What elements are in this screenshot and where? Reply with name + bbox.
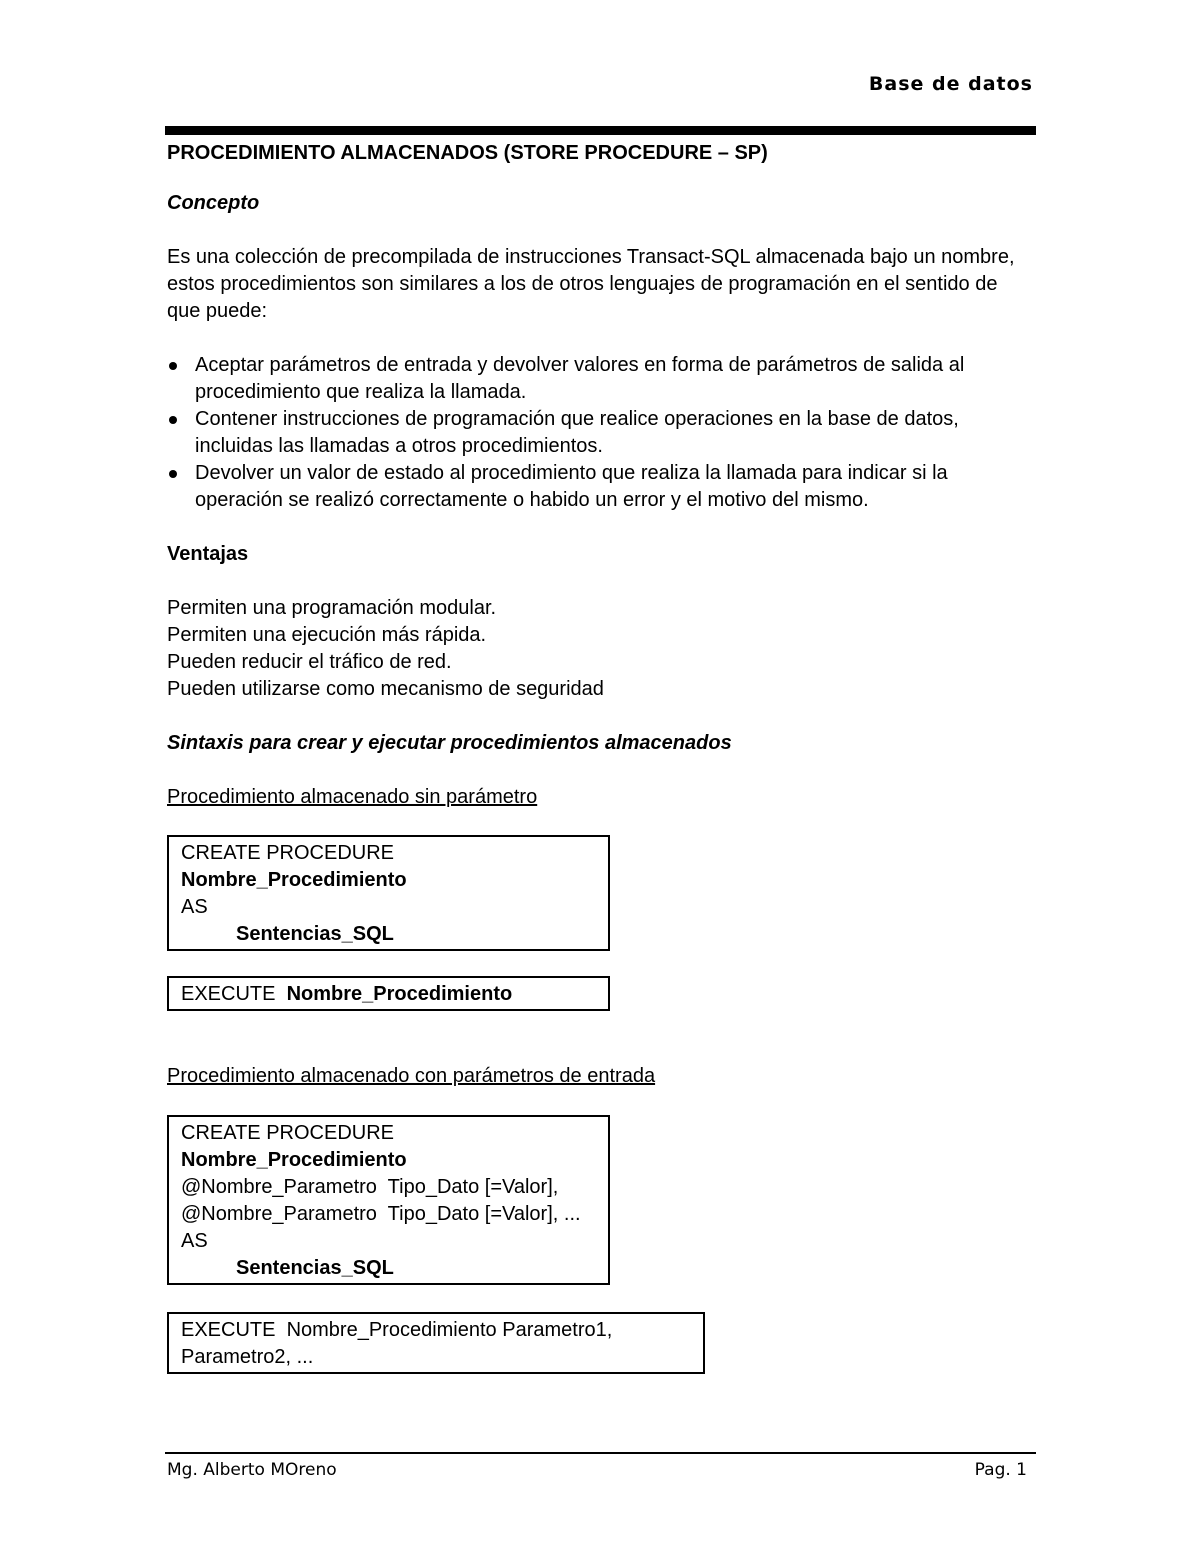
- procedure-name: Nombre_Procedimiento: [286, 983, 513, 1005]
- concept-heading: Concepto: [167, 192, 260, 214]
- execute-keyword: EXECUTE: [181, 983, 276, 1005]
- with-params-subtitle: Procedimiento almacenado con parámetros de entrada: [167, 1065, 656, 1087]
- no-params-subtitle: Procedimiento almacenado sin parámetro: [167, 786, 538, 808]
- code-line: AS: [181, 896, 208, 918]
- ventaja-item: Pueden utilizarse como mecanismo de seguridad: [167, 678, 604, 700]
- procedure-name: Nombre_Procedimiento: [181, 869, 407, 891]
- code-line: CREATE PROCEDURE: [181, 1122, 394, 1144]
- execute-procedure-box: [167, 976, 610, 1011]
- ventaja-item: Pueden reducir el tráfico de red.: [167, 651, 452, 673]
- code-line: AS: [181, 1230, 208, 1252]
- header-rule: [165, 126, 1036, 135]
- execute-procedure-params-box: [167, 1312, 705, 1374]
- create-procedure-params-box: [167, 1115, 610, 1285]
- document-title: PROCEDIMIENTO ALMACENADOS (STORE PROCEDURE – SP): [167, 142, 768, 164]
- ventaja-item: Permiten una ejecución más rápida.: [167, 624, 487, 646]
- param-line: @Nombre_Parametro Tipo_Dato [=Valor],: [181, 1176, 559, 1198]
- concept-paragraph: Es una colección de precompilada de instrucciones Transact-SQL almacenada bajo un nombre, estos procedimientos son similares a los de otros lenguajes de programación en el sentido de que puede:: [167, 246, 1015, 322]
- concept-bullet-list: [167, 352, 1033, 514]
- ventajas-heading: Ventajas: [167, 543, 249, 565]
- code-line: CREATE PROCEDURE: [181, 842, 394, 864]
- procedure-name: Nombre_Procedimiento: [181, 1149, 407, 1171]
- code-line: EXECUTE Nombre_Procedimiento Parametro1,: [181, 1319, 613, 1341]
- code-line: Parametro2, ...: [181, 1346, 314, 1368]
- bullet-item: Contener instrucciones de programación que realice operaciones en la base de datos, incluidas las llamadas a otros procedimientos.: [167, 406, 1033, 460]
- bullet-item: Devolver un valor de estado al procedimiento que realiza la llamada para indicar si la operación se realizó correctamente o habido un error y el motivo del mismo.: [167, 460, 1033, 514]
- ventajas-list: [167, 595, 1033, 703]
- document-body: [167, 140, 1033, 1374]
- ventaja-item: Permiten una programación modular.: [167, 597, 497, 619]
- header-title: Base de datos: [868, 73, 1033, 95]
- footer-page-number: Pag. 1: [974, 1460, 1027, 1480]
- sql-statements: Sentencias_SQL: [236, 923, 394, 945]
- create-procedure-box: [167, 835, 610, 951]
- footer-author: Mg. Alberto MOreno: [167, 1460, 337, 1480]
- param-line: @Nombre_Parametro Tipo_Dato [=Valor], ...: [181, 1203, 581, 1225]
- bullet-item: Aceptar parámetros de entrada y devolver valores en forma de parámetros de salida al procedimiento que realiza la llamada.: [167, 352, 1033, 406]
- syntax-heading: Sintaxis para crear y ejecutar procedimientos almacenados: [167, 732, 732, 754]
- sql-statements: Sentencias_SQL: [236, 1257, 394, 1279]
- footer-rule: [165, 1452, 1036, 1454]
